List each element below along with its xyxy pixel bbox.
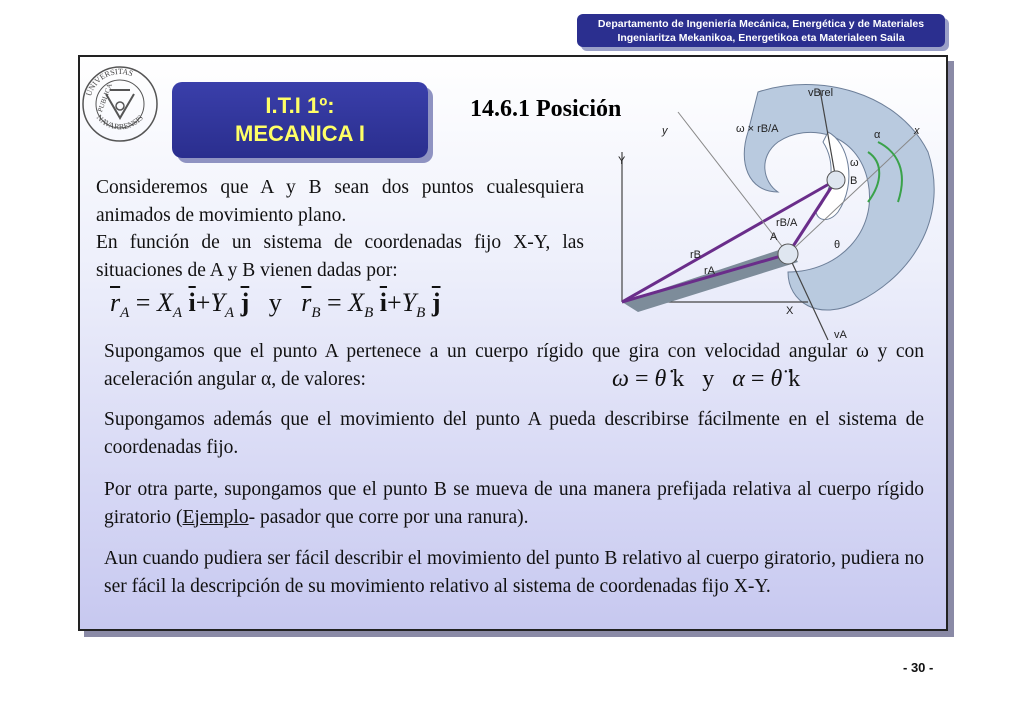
omega-equals: = bbox=[634, 366, 649, 392]
omega-symbol: ω bbox=[612, 366, 629, 392]
paragraph-point-b bbox=[104, 476, 924, 531]
paragraph-fixed-system: Supongamos además que el movimiento del punto A pueda describirse fácilmente en el sistema de coordenadas fijo. bbox=[104, 409, 924, 458]
eq-i-A: $\overline{i}$ bbox=[188, 288, 196, 317]
eq-equals-2: = bbox=[327, 288, 342, 317]
eq-Y-A: Y bbox=[210, 288, 225, 317]
paragraph-angular-velocity: Supongamos que el punto A pertenece a un cuerpo rígido que gira con velocidad angular ω y con aceleración angular α, de valores: bbox=[104, 341, 924, 390]
k-vector-1: k bbox=[672, 366, 685, 392]
svg-text:NAVARRENSIS bbox=[95, 113, 145, 132]
eq-subB: B bbox=[311, 305, 321, 321]
eq-j-A: $\overline{j}$ bbox=[240, 288, 250, 317]
paragraph-relative-motion: Aun cuando pudiera ser fácil describir el movimiento del punto B relativo al cuerpo giratorio, pudiera no ser fácil la descripción de su movimiento relativo al sistema de coordenadas fijo X-Y. bbox=[104, 548, 924, 597]
section-title: 14.6.1 Posición bbox=[470, 96, 622, 122]
theta-dot: θ̇ bbox=[654, 366, 667, 392]
p3-text-a: Por otra parte, supongamos que el punto B se mueva de una manera prefijada relativa al cuerpo rígido giratorio ( bbox=[104, 479, 924, 528]
angular-equation bbox=[612, 366, 800, 393]
alpha-equals: = bbox=[750, 366, 765, 392]
course-badge bbox=[172, 82, 428, 158]
eq-Y-subB: B bbox=[416, 305, 426, 321]
course-line-1: I.T.I 1º: bbox=[265, 93, 335, 118]
intro-line-1: Consideremos que A y B sean dos puntos cualesquiera animados de movimiento plano. bbox=[96, 177, 584, 226]
eq-Y-subA: A bbox=[224, 305, 235, 321]
position-equation bbox=[110, 288, 441, 322]
eq-rA: $\overline{r}$ bbox=[110, 288, 121, 317]
eq-plus-A: + bbox=[195, 288, 211, 317]
page-number: - 30 - bbox=[903, 660, 934, 675]
label-rB: rB bbox=[690, 249, 701, 261]
eq-j-B: $\overline{j}$ bbox=[431, 288, 441, 317]
label-B: B bbox=[850, 175, 858, 187]
label-omega: ω bbox=[850, 157, 859, 169]
intro-text bbox=[96, 174, 584, 284]
university-seal-logo bbox=[80, 64, 160, 144]
course-line-2: MECANICA I bbox=[235, 121, 365, 146]
label-A: A bbox=[770, 231, 778, 243]
eq-subA: A bbox=[120, 305, 130, 321]
eq-X-A: X bbox=[156, 288, 173, 317]
omega-y: y bbox=[702, 366, 715, 392]
department-banner bbox=[577, 14, 945, 47]
p3-text-b: - pasador que corre por una ranura). bbox=[248, 506, 529, 528]
seal-text-top: UNIVERSITAS bbox=[84, 66, 135, 98]
example-link[interactable]: Ejemplo bbox=[182, 506, 249, 528]
label-alpha: α bbox=[874, 129, 881, 141]
eq-i-B: $\overline{i}$ bbox=[379, 288, 388, 317]
eq-plus-B: + bbox=[387, 288, 402, 317]
rotating-body-figure bbox=[598, 72, 942, 350]
label-theta: θ bbox=[834, 239, 841, 251]
k-vector-2: k bbox=[788, 366, 801, 392]
seal-text-left: PUBLICA bbox=[96, 82, 114, 114]
eq-Y-B: Y bbox=[401, 288, 417, 317]
label-rBA: rB/A bbox=[776, 217, 798, 229]
label-omega-r: ω × rB/A bbox=[736, 123, 779, 135]
eq-rB: $\overline{r}$ bbox=[301, 288, 312, 317]
label-Y-axis: Y bbox=[618, 155, 626, 167]
eq-X-B: X bbox=[348, 288, 365, 317]
eq-equals-1: = bbox=[135, 288, 151, 317]
department-line-2: Ingeniaritza Mekanikoa, Energetikoa eta Materialeen Saila bbox=[617, 32, 905, 44]
label-rA: rA bbox=[704, 265, 715, 277]
label-y-lower: y bbox=[662, 125, 668, 137]
eq-y: y bbox=[268, 288, 282, 317]
label-v-brel: vBrel bbox=[808, 87, 834, 99]
label-X-axis: X bbox=[786, 305, 794, 317]
eq-X-subA: A bbox=[172, 305, 183, 321]
intro-line-2: En función de un sistema de coordenadas fijo X-Y, las situaciones de A y B vienen dadas por: bbox=[96, 232, 584, 281]
theta-ddot: θ̈ bbox=[770, 366, 783, 392]
label-vA: vA bbox=[834, 329, 847, 341]
alpha-symbol: α bbox=[732, 366, 745, 392]
eq-X-subB: B bbox=[364, 305, 374, 321]
seal-text-bottom: NAVARRENSIS bbox=[94, 112, 145, 132]
department-line-1: Departamento de Ingeniería Mecánica, Energética y de Materiales bbox=[597, 18, 925, 30]
label-x-lower: x bbox=[914, 125, 920, 137]
